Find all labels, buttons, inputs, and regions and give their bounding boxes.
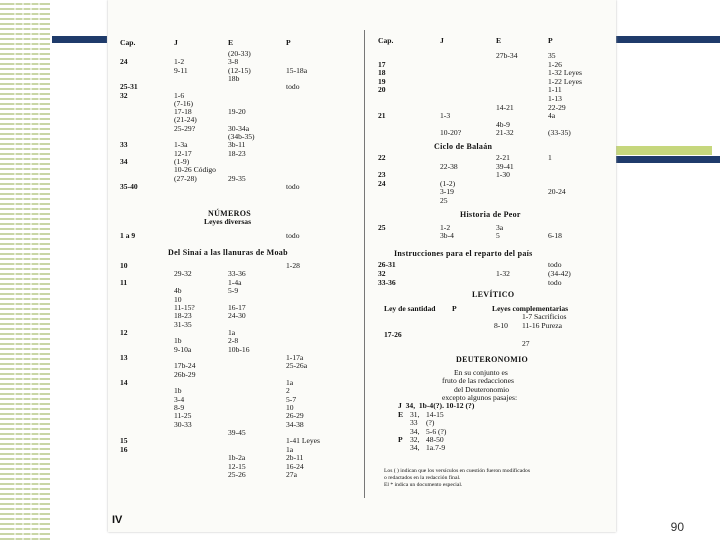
peor-row-cell: 25 (378, 222, 386, 232)
left-row2-cell: 25-26a (286, 361, 308, 371)
column-divider (364, 30, 365, 498)
left-row2-cell: 30-33 (174, 419, 192, 429)
left-row2-cell: 2-8 (228, 336, 239, 346)
left-header-1: J (174, 38, 178, 47)
left-row-cell: todo (286, 181, 300, 191)
left-header-0: Cap. (120, 38, 136, 47)
right-row-cell: 22-29 (548, 102, 566, 112)
balaan-title: Ciclo de Balaán (434, 142, 493, 151)
balaan-row-cell: 24 (378, 178, 386, 188)
deut-row-letter: E (398, 409, 404, 419)
left-row2-cell: 1-4a (228, 277, 242, 287)
row-1a9-cell: todo (286, 231, 300, 241)
footnote-line: Los ( ) indican que los versículos en cuestión fueron modificados (384, 467, 531, 474)
reparto-row-cell: 33-36 (378, 277, 396, 287)
reparto-row-cell: 32 (378, 268, 386, 278)
numeros-title: NÚMEROS (208, 209, 251, 219)
left-row-cell: (27-28) (174, 173, 197, 183)
left-row2-cell: 1a (286, 444, 294, 454)
right-row-cell: 21-32 (496, 128, 514, 138)
left-row2-cell: 10 (120, 261, 128, 271)
lev-row-cell: 8-10 (494, 320, 508, 330)
left-row-cell: 25-31 (120, 82, 138, 92)
left-row2-cell: 15 (120, 436, 128, 446)
left-row-cell: 1-3a (174, 140, 188, 150)
left-row2-cell: 10b-16 (228, 344, 250, 354)
deut-text-line: excepto algunos pasajes: (442, 393, 518, 402)
left-row-cell: 32 (120, 90, 128, 100)
balaan-row-cell: 22 (378, 153, 386, 162)
left-row2-cell: 24-30 (228, 311, 246, 321)
peor-row-cell: 3b-4 (440, 231, 454, 241)
peor-row-cell: 5 (496, 231, 500, 241)
footnote-line: El * indica un documento especial. (384, 481, 463, 488)
peor-title: Historia de Peor (460, 209, 521, 219)
deut-text-line: fruto de las redacciones (442, 376, 514, 386)
left-row-cell: 25-29? (174, 123, 196, 133)
balaan-row-cell: (1-2) (440, 178, 456, 188)
left-row2-cell: 11-15? (174, 302, 195, 312)
right-header-2: E (496, 36, 502, 45)
left-row-cell: 18-23 (228, 148, 246, 158)
right-header-1: J (440, 36, 444, 45)
left-row2-cell: 25-26 (228, 469, 246, 479)
balaan-row-cell: 2-21 (496, 153, 510, 162)
left-row-cell: 24 (120, 57, 128, 67)
right-row-cell: 4a (548, 111, 556, 121)
left-row-cell: 35-40 (120, 181, 138, 191)
balaan-row-cell: 22-38 (440, 161, 458, 171)
footnote-line: o redactados en la redacción final. (384, 474, 461, 481)
left-header-3: P (286, 38, 291, 47)
left-row-cell: 17-18 (174, 107, 192, 117)
left-row2-cell: 1b (174, 336, 182, 346)
deut-row-chapter: 33 (410, 418, 418, 428)
balaan-row-cell: 3-19 (440, 187, 454, 197)
right-row-cell: 1-11 (548, 85, 562, 95)
left-row2-cell: 16 (120, 444, 128, 454)
balaan-row-cell: 1 (548, 153, 552, 162)
left-row-cell: (34b-35) (228, 132, 255, 141)
left-row2-cell: 1-17a (286, 352, 304, 362)
balaan-row-cell: 25 (440, 196, 448, 205)
balaan-row-cell: 20-24 (548, 187, 566, 197)
balaan-row-cell: 23 (378, 170, 386, 180)
reparto-row-cell: 26-31 (378, 259, 396, 269)
lev-row-cell: 1-7 Sacrificios (522, 311, 567, 321)
left-row2-cell: 5-9 (228, 286, 239, 296)
left-row-cell: (1-9) (174, 156, 190, 166)
left-row2-cell: 18-23 (174, 311, 192, 321)
left-row-cell: 29-35 (228, 173, 246, 183)
peor-row-cell: 3a (496, 222, 504, 232)
right-row-cell: 14-21 (496, 102, 514, 112)
right-row-cell: 1-22 Leyes (548, 76, 582, 86)
deut-row-chapter: 34, (410, 426, 420, 436)
right-row-cell: 27b-34 (496, 51, 518, 60)
left-row2-cell: 10 (174, 294, 182, 304)
left-row2-cell: 26b-29 (174, 369, 196, 379)
left-row2-cell: 11-25 (174, 411, 192, 421)
left-row2-cell: 26-29 (286, 411, 304, 421)
left-row2-cell: 27a (286, 469, 297, 479)
left-row-cell: (20-33) (228, 49, 251, 58)
right-row-cell: 1-3 (440, 111, 451, 121)
lev-header-1: P (452, 303, 457, 313)
right-row-cell: 1-26 (548, 59, 562, 69)
left-row2-cell: 1b (174, 386, 182, 396)
deut-row-verses: (?) (426, 418, 435, 428)
deut-title: DEUTERONOMIO (456, 354, 529, 364)
lev-row-cell: 27 (522, 338, 530, 348)
left-row-cell: 3b-11 (228, 140, 246, 150)
left-row2-cell: 1-41 Leyes (286, 436, 320, 446)
left-row2-cell: 1a (228, 327, 236, 337)
left-row-cell: 15-18a (286, 65, 308, 75)
left-row-cell: todo (286, 82, 300, 92)
footer-roman: IV (112, 514, 123, 526)
left-row-cell: 3-8 (228, 57, 239, 67)
lev-header-0: Ley de santidad (384, 303, 436, 313)
left-row2-cell: 13 (120, 352, 128, 362)
left-row2-cell: 10 (286, 403, 294, 413)
right-header-0: Cap. (378, 36, 394, 45)
peor-row-cell: 1-2 (440, 222, 451, 232)
right-header-3: P (548, 36, 553, 45)
right-row-cell: 21 (378, 111, 386, 121)
left-row-cell: 33 (120, 140, 128, 150)
right-row-cell: 10-20? (440, 128, 462, 138)
reparto-row-cell: todo (548, 277, 562, 287)
left-row2-cell: 39-45 (228, 428, 246, 438)
right-row-cell: 17 (378, 59, 386, 69)
lev-row-cell: 11-16 Pureza (522, 320, 562, 330)
left-row2-cell: 17b-24 (174, 361, 196, 371)
reparto-row-cell: todo (548, 259, 562, 269)
left-row2-cell: 29-32 (174, 269, 192, 279)
scanned-page (108, 0, 616, 532)
decorative-stripes (0, 0, 50, 540)
deut-row-letter: P (398, 435, 403, 444)
accent-bar-top-left (52, 36, 107, 43)
reparto-row-cell: 1-32 (496, 268, 510, 278)
deut-row-verses: 5-6 (?) (426, 426, 447, 436)
left-row-cell: (12-15) (228, 65, 251, 75)
left-row-cell: 18b (228, 73, 240, 83)
left-row-cell: (21-24) (174, 115, 197, 125)
row-1a9-cell: 1 a 9 (120, 231, 136, 241)
left-row-cell: (7-16) (174, 98, 193, 108)
slide-page-number: 90 (670, 520, 684, 534)
left-row2-cell: 1a (286, 378, 294, 387)
left-row2-cell: 4b (174, 286, 182, 296)
right-row-cell: 1-32 Leyes (548, 68, 582, 78)
left-header-2: E (228, 38, 234, 47)
deut-row-chapter: 32, (410, 435, 420, 444)
left-row2-cell: 1-28 (286, 261, 300, 271)
left-row-cell: 34 (120, 156, 128, 166)
deut-row-verses: 1a.7-9 (426, 443, 446, 453)
balaan-row-cell: 39-41 (496, 161, 514, 171)
right-row-cell: 19 (378, 76, 386, 86)
left-row2-cell: 8-9 (174, 403, 185, 413)
left-row-cell: 1-2 (174, 57, 185, 67)
deut-j-line: J 34, 1b-4(?). 10-12 (?) (398, 401, 475, 411)
left-row2-cell: 31-35 (174, 319, 192, 329)
left-row2-cell: 33-36 (228, 269, 246, 279)
left-row2-cell: 2b-11 (286, 453, 304, 463)
left-row2-cell: 2 (286, 386, 290, 396)
left-row2-cell: 16-24 (286, 461, 304, 471)
left-row2-cell: 12 (120, 327, 128, 337)
deut-row-chapter: 34, (410, 443, 420, 453)
right-row-cell: (33-35) (548, 128, 571, 138)
left-row-cell: 19-20 (228, 107, 246, 117)
left-row-cell: 10-26 Código (174, 165, 216, 175)
balaan-row-cell: 1-30 (496, 170, 510, 180)
left-row2-cell: 12-15 (228, 461, 246, 471)
right-row-cell: 1-13 (548, 94, 562, 103)
levitico-title: LEVÍTICO (472, 289, 515, 299)
deut-row-verses: 14-15 (426, 409, 444, 419)
left-row2-cell: 1b-2a (228, 453, 246, 463)
left-row2-cell: 14 (120, 378, 128, 387)
deut-text-line: del Deuteronomio (454, 384, 510, 394)
left-row-cell: 1-6 (174, 90, 185, 100)
left-row2-cell: 16-17 (228, 302, 246, 312)
right-row-cell: 18 (378, 68, 386, 78)
left-row2-cell: 3-4 (174, 394, 185, 404)
accent-bar-green (612, 146, 712, 155)
right-row-cell: 4b-9 (496, 119, 510, 129)
deut-text-line: En su conjunto es (454, 367, 508, 377)
reparto-title: Instrucciones para el reparto del país (394, 248, 533, 258)
sinai-title: Del Sinaí a las llanuras de Moab (168, 248, 288, 258)
accent-bar-mid-right (612, 156, 720, 163)
right-row-cell: 35 (548, 51, 556, 60)
leyes-diversas-label: Leyes diversas (204, 217, 252, 227)
left-row-cell: 12-17 (174, 148, 192, 158)
peor-row-cell: 6-18 (548, 231, 562, 241)
deut-row-chapter: 31, (410, 409, 420, 419)
right-row-cell: 20 (378, 85, 386, 95)
reparto-row-cell: (34-42) (548, 268, 571, 278)
left-row-cell: 9-11 (174, 65, 188, 75)
lev-row-cell: 17-26 (384, 329, 402, 339)
left-row2-cell: 11 (120, 277, 128, 287)
left-row2-cell: 9-10a (174, 344, 192, 354)
left-row2-cell: 34-38 (286, 419, 304, 429)
accent-bar-top-right (612, 36, 720, 43)
lev-header-2: Leyes complementarias (492, 303, 569, 313)
deut-row-verses: 48-50 (426, 435, 444, 444)
left-row2-cell: 5-7 (286, 394, 297, 404)
left-row-cell: 30-34a (228, 123, 250, 133)
